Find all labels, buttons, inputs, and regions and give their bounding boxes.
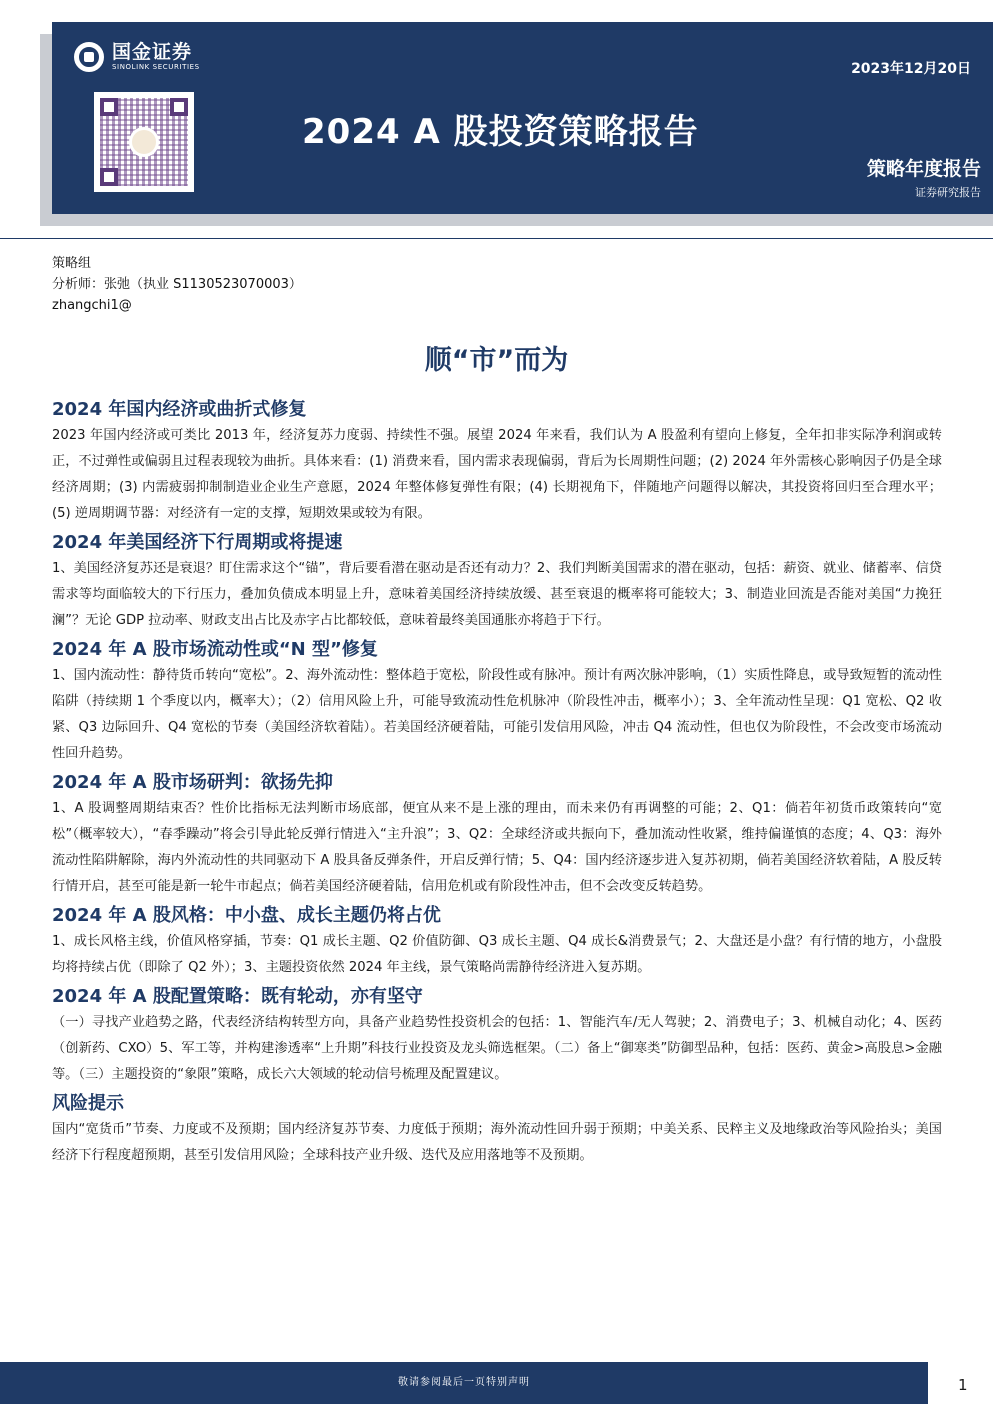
report-body — [52, 394, 942, 1170]
section-heading: 2024 年国内经济或曲折式修复 — [52, 399, 307, 420]
analyst-info — [52, 253, 302, 316]
section-body: 2023 年国内经济或可类比 2013 年，经济复苏力度弱、持续性不强。展望 2024 年来看，我们认为 A 股盈利有望向上修复，全年扣非实际净利润或转正，不过弹性或偏弱且过程表现较为曲折。具体来看：(1) 消费来看，国内需求表现偏弱，背后为长周期性问题；(2) 2024 年外需核心影响因子仍是全球经济周期；(3) 内需疲弱抑制制造业企业生产意愿，2024 年整体修复弹性有限；(4) 长期视角下，伴随地产问题得以解决，其投资将回归至合理水平；(5) 逆周期调节器：对经济有一定的支撑，短期效果或较为有限。 — [52, 428, 942, 521]
section-body: 1、A 股调整周期结束否？性价比指标无法判断市场底部，便宜从来不是上涨的理由，而未来仍有再调整的可能；2、Q1：倘若年初货币政策转向“宽松”（概率较大），“春季躁动”将会引导此轮反弹行情进入“主升浪”；3、Q2：全球经济或共振向下，叠加流动性收紧，维持偏谨慎的态度；4、Q3：海外流动性陷阱解除，海内外流动性的共同驱动下 A 股具备反弹条件，开启反弹行情；5、Q4：国内经济逐步进入复苏初期，倘若美国经济软着陆，A 股反转行情开启，甚至可能是新一轮牛市起点；倘若美国经济硬着陆，信用危机或有阶段性冲击，但不会改变反转趋势。 — [52, 801, 942, 894]
report-subtype: 证券研究报告 — [915, 186, 981, 199]
section-risk — [52, 1091, 942, 1169]
page-number: 1 — [958, 1376, 968, 1394]
section-style — [52, 903, 942, 981]
report-title: 2024 A 股投资策略报告 — [302, 112, 699, 152]
section-allocation — [52, 984, 942, 1088]
section-heading: 2024 年美国经济下行周期或将提速 — [52, 532, 343, 553]
section-liquidity — [52, 637, 942, 767]
company-logo — [74, 42, 200, 72]
logo-text — [112, 42, 200, 72]
section-body: 1、成长风格主线，价值风格穿插，节奏：Q1 成长主题、Q2 价值防御、Q3 成长主题、Q4 成长&消费景气；2、大盘还是小盘？有行情的地方，小盘股均将持续占优（即除了 Q2 外）；3、主题投资依然 2024 年主线，景气策略尚需静待经济进入复苏期。 — [52, 934, 942, 975]
section-domestic-economy — [52, 397, 942, 527]
qr-center-logo — [129, 127, 159, 157]
logo-icon — [74, 42, 104, 72]
logo-cn: 国金证券 — [112, 41, 193, 63]
section-heading: 2024 年 A 股市场研判：欲扬先抑 — [52, 772, 333, 793]
section-body: 1、美国经济复苏还是衰退？盯住需求这个“锚”，背后要看潜在驱动是否还有动力？2、我们判断美国需求的潜在驱动，包括：薪资、就业、储蓄率、信贷需求等均面临较大的下行压力，叠加负债成本明显上升，意味着美国经济持续放缓、甚至衰退的概率将可能较大；3、制造业回流是否能对美国“力挽狂澜”？无论 GDP 拉动率、财政支出占比及赤字占比都较低，意味着最终美国通胀亦将趋于下行。 — [52, 561, 942, 628]
report-date: 2023年12月20日 — [851, 61, 971, 77]
analyst-group: 策略组 — [52, 256, 92, 271]
footer-disclaimer: 敬请参阅最后一页特别声明 — [0, 1362, 928, 1404]
analyst-name: 分析师：张弛（执业 S1130523070003） — [52, 277, 302, 292]
header-divider — [0, 238, 993, 239]
section-market-outlook — [52, 770, 942, 900]
section-heading: 2024 年 A 股风格：中小盘、成长主题仍将占优 — [52, 905, 441, 926]
section-heading: 2024 年 A 股市场流动性或“N 型”修复 — [52, 639, 378, 660]
report-banner — [52, 22, 993, 214]
logo-en: SINOLINK SECURITIES — [112, 63, 200, 71]
section-heading: 2024 年 A 股配置策略：既有轮动，亦有坚守 — [52, 986, 423, 1007]
section-body: （一）寻找产业趋势之路，代表经济结构转型方向，具备产业趋势性投资机会的包括：1、智能汽车/无人驾驶；2、消费电子；3、机械自动化；4、医药（创新药、CXO）5、军工等，并构建渗透率“上升期”科技行业投资及龙头筛选框架。（二）备上“御寒类”防御型品种，包括：医药、黄金>高股息>金融等。（三）主题投资的“象限”策略，成长六大领域的轮动信号梳理及配置建议。 — [52, 1015, 942, 1082]
section-us-economy — [52, 530, 942, 634]
qr-code-icon — [94, 92, 194, 192]
report-type: 策略年度报告 — [866, 158, 981, 180]
main-title: 顺“市”而为 — [424, 345, 569, 376]
analyst-email[interactable]: zhangchi1@ — [52, 298, 132, 313]
section-body: 1、国内流动性：静待货币转向“宽松”。2、海外流动性：整体趋于宽松，阶段性或有脉冲。预计有两次脉冲影响，（1）实质性降息，或导致短暂的流动性陷阱（持续期 1 个季度以内，概率大）；（2）信用风险上升，可能导致流动性危机脉冲（阶段性冲击，概率小）；3、全年流动性呈现：Q1 宽松、Q2 收紧、Q3 边际回升、Q4 宽松的节奏（美国经济软着陆）。若美国经济硬着陆，可能引发信用风险，冲击 Q4 流动性，但也仅为阶段性，不会改变市场流动性回升趋势。 — [52, 668, 942, 761]
section-heading: 风险提示 — [52, 1093, 124, 1114]
section-body: 国内“宽货币”节奏、力度或不及预期；国内经济复苏节奏、力度低于预期；海外流动性回升弱于预期；中美关系、民粹主义及地缘政治等风险抬头；美国经济下行程度超预期，甚至引发信用风险；全球科技产业升级、迭代及应用落地等不及预期。 — [52, 1122, 942, 1163]
